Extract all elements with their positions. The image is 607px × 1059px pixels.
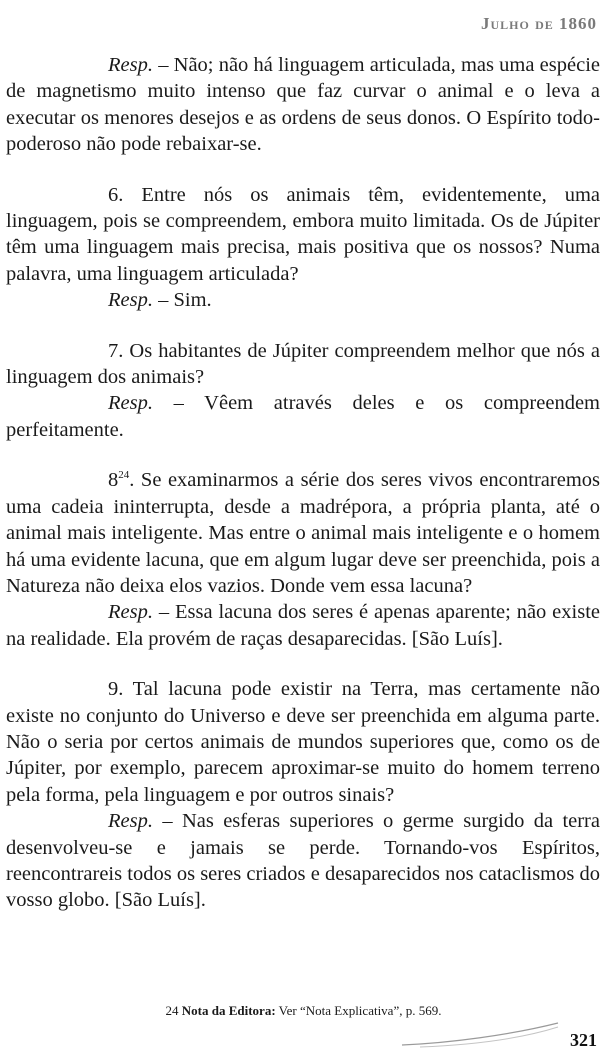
running-header [481,14,597,34]
question-9: 9. Tal lacuna pode existir na Terra, mas certamente não existe no conjunto do Universo e deve ser preenchida em alguma parte. Não o seria por certos animais de mundos superiores que, como os de Júpiter, por exemplo, parecem aproximar-se muito do homem terreno pela forma, pela linguagem e por outros sinais? [6,678,600,806]
answer-9 [6,808,600,914]
resp-text: – Não; não há linguagem articulada, mas uma espécie de magnetismo muito intenso que faz curvar o animal e o leva a executar os menores desejos e as ordens de seus donos. O Espírito todo-poderoso não pode rebaixar-se. [6,54,600,156]
footnote [0,1003,607,1019]
resp-text: – Nas esferas superiores o germe surgido da terra desenvolveu-se e jamais se perde. Tornando-vos Espíritos, reencontrareis todos os seres criados e desaparecidos nos cataclismos do vosso globo. [São Luís]. [6,810,600,912]
question-6: 6. Entre nós os animais têm, evidentemente, uma linguagem, pois se compreendem, embora muito limitada. Os de Júpiter têm uma linguagem mais precisa, mais positiva que os nossos? Numa palavra, uma linguagem articulada? [6,183,600,285]
header-month: Julho de [480,14,554,33]
answer-8 [6,599,600,652]
page-body [6,52,600,914]
question-number: 8 [108,469,119,492]
resp-label: Resp. [108,392,153,415]
resp-label: Resp. [108,54,153,76]
question-text: . Se examinarmos a série dos seres vivos encontraremos uma cadeia ininterrupta, desde a madrépora, a própria planta, até o animal mais inteligente. Mas entre o animal mais inteligente e o homem há uma evidente lacuna, que em algum lugar deve ser preenchida, pois a Natureza não deixa elos vazios. Donde vem essa lacuna? [6,469,600,597]
resp-text: – Essa lacuna dos seres é apenas aparente; não existe na realidade. Ela provém de raças desaparecidas. [São Luís]. [6,601,600,650]
question-7: 7. Os habitantes de Júpiter compreendem melhor que nós a linguagem dos animais? [6,339,600,389]
header-year: 1860 [559,14,597,33]
page-number: 321 [570,1030,597,1050]
question-8 [6,467,600,599]
paragraph-resp-1 [6,52,600,158]
resp-text: – Sim. [152,289,212,312]
decorative-swoosh-icon [400,1019,560,1049]
resp-text: – Vêem através deles e os compreendem perfeitamente. [6,392,600,441]
resp-label: Resp. [108,810,153,833]
answer-6 [6,287,600,313]
footnote-number: 24 [165,1003,179,1018]
footnote-text: Ver “Nota Explicativa”, p. 569. [275,1003,442,1018]
footnote-label: Nota da Editora: [181,1003,276,1018]
answer-7 [6,390,600,443]
resp-label: Resp. [108,601,153,624]
resp-label: Resp. [108,289,153,312]
footnote-ref[interactable]: 24 [118,469,130,482]
